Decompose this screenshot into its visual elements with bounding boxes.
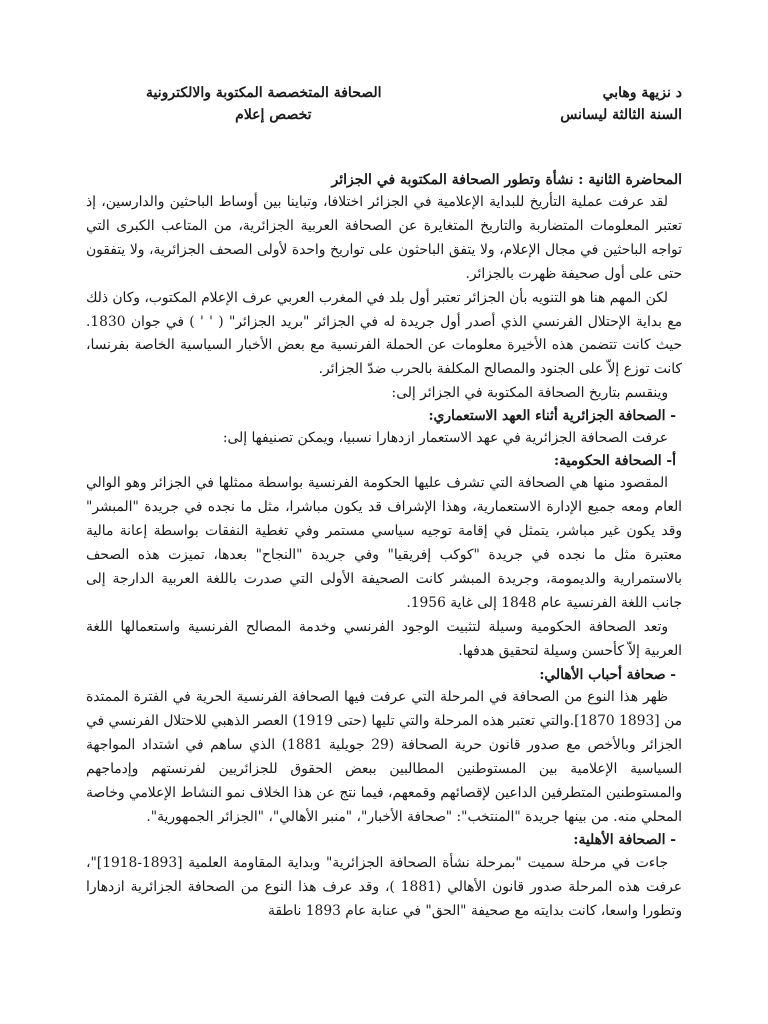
section-heading-friends: - صحافة أحباب الأهالي: [539, 666, 676, 683]
paragraph-colonial-intro: عرفت الصحافة الجزائرية في عهد الاستعمار ازدهارا نسبيا، ويمكن تصنيفها إلى: [222, 430, 668, 447]
paragraph-first-newspaper: لكن المهم هنا هو التنويه بأن الجزائر تعتبر أول بلد في المغرب العربي عرف الإعلام المكتوب، وكان ذلك مع بداية الإحتلال الفرنسي الذي أصدر أول جريدة له في الجزائر "بريد الجزائر" ( ' ' ) في جوان 1830. حيث كانت تتضمن هذه الأخيرة معلومات عن الحملة الفرنسية مع بعض الأخبار السياسية الخاصة بفرنسا، كانت توزع إلاّ على الجنود والمصالح المكلفة بالحرب ضدّ الجزائر. [86, 289, 682, 378]
paragraph-friends-press: ظهر هذا النوع من الصحافة في المرحلة التي عرفت فيها الصحافة الفرنسية الحرية في الفترة الممتدة من [1893 1870].والتي تعتبر هذه المرحلة والتي تليها (حتى 1919) العصر الذهبي للاحتلال الفرنسي في الجزائر وبالأخص مع صدور قانون حرية الصحافة (29 جويلية 1881) الذي ساهم في اشتداد المواجهة السياسية الإعلامية بين المستوطنين المطالبين ببعض الحقوق للجزائريين لفرنستهم وإدماجهم والمستوطنين المتطرفين الداعين لإقصائهم وقمعهم، فيما نتج عن هذا الخلاف نمو النشاط الإعلامي وخاصة المحلي منه. من بينها جريدة "المنتخب": "صحافة الأخبار"، "منبر الأهالي"، "الجزائر الجمهورية". [86, 689, 682, 825]
header-right [560, 82, 682, 126]
section-heading-native: - الصحافة الأهلية: [573, 832, 676, 849]
header-left [146, 82, 382, 126]
course-title: الصحافة المتخصصة المكتوبة والالكترونية [146, 85, 382, 101]
paragraph-native-press: جاءت في مرحلة سميت "بمرحلة نشأة الصحافة الجزائرية" وبداية المقاومة العلمية [1893-1918]"، عرفت هذه المرحلة صدور قانون الأهالي (1881 )، وقد عرف هذا النوع من الصحافة الجزائرية ازدهارا وتطورا واسعا، كانت بدايته مع صحيفة "الحق" في عنابة عام 1893 ناطقة [86, 854, 682, 919]
paragraph-government-role: وتعد الصحافة الحكومية وسيلة لتثبيت الوجود الفرنسي وخدمة المصالح الفرنسية واستعمالها اللغة العربية إلاّ كأحسن وسيلة لتحقيق هدفها. [86, 618, 682, 659]
section-heading-government: أ- الصحافة الحكومية: [553, 452, 676, 469]
section-heading-colonial: - الصحافة الجزائرية أثناء العهد الاستعماري: [428, 407, 676, 424]
specialty: تخصص إعلام [235, 107, 312, 123]
paragraph-division: وينقسم بتاريخ الصحافة المكتوبة في الجزائر إلى: [391, 385, 668, 402]
page-header [86, 82, 682, 126]
author-name: د نزيهة وهابي [602, 85, 682, 101]
academic-year: السنة الثالثة ليسانس [560, 107, 682, 123]
lecture-title: المحاضرة الثانية : نشأة وتطور الصحافة المكتوبة في الجزائر [331, 172, 682, 188]
paragraph-intro: لقد عرفت عملية التأريخ للبداية الإعلامية في الجزائر اختلافا، وتباينا بين أوساط الباحثين والدارسين، إذ تعتبر المعلومات المتضاربة والتاريخ المتغايرة عن الصحافة العربية الجزائرية، من المتاعب الكبرى التي تواجه الباحثين في مجال الإعلام، ولا يتفق الباحثون على تواريخ واحدة لأولى الصحف الجزائرية، ولا يتفقون حتى على أول صحيفة ظهرت بالجزائر. [86, 194, 682, 282]
paragraph-government-press: المقصود منها هي الصحافة التي تشرف عليها الحكومة الفرنسية بواسطة ممثلها في الجزائر وهو الوالي العام ومعه جميع الإدارة الاستعمارية، وهذا الإشراف قد يكون مباشرا، مثل ما نجده في جريدة "المبشر" وقد يكون غير مباشر، يتمثل في إقامة توجيه سياسي مستمر وفي تغطية النفقات بواسطة إعانة مالية معتبرة مثل ما نجده في جريدة "كوكب إفريقيا" وفي جريدة "النجاح" بعدها، تميزت هذه الصحف بالاستمرارية والديمومة، وجريدة المبشر كانت الصحيفة الأولى التي صدرت باللغة العربية الدارجة إلى جانب اللغة الفرنسية عام 1848 إلى غاية 1956. [86, 475, 682, 611]
